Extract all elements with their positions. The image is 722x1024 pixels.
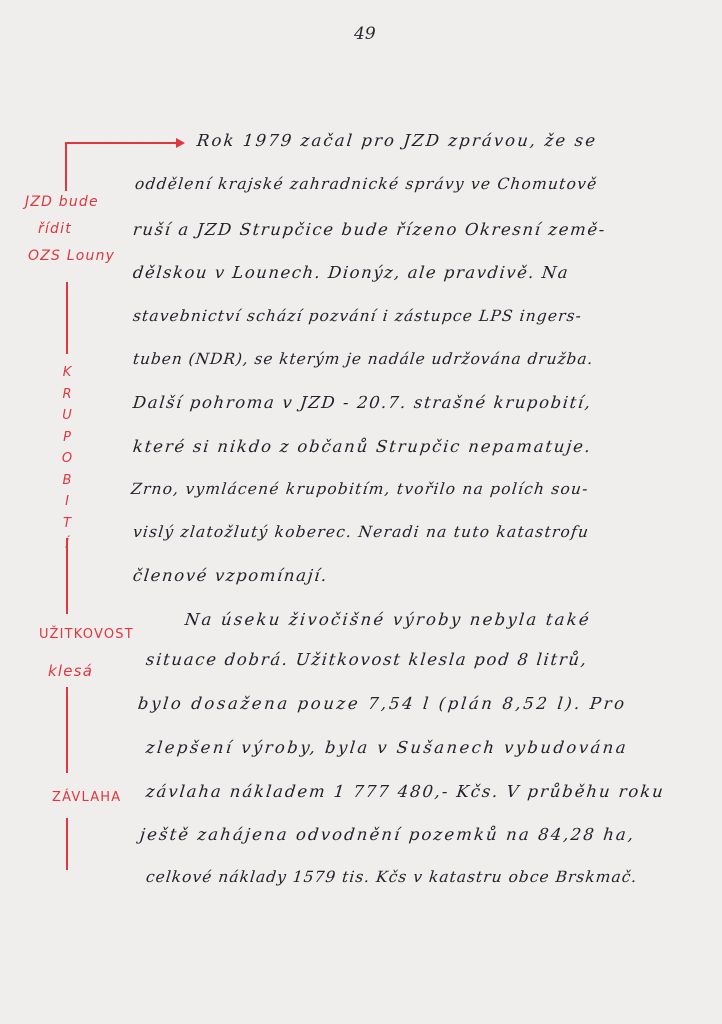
body-line: zlepšení výroby, byla v Sušanech vybudována bbox=[145, 738, 630, 757]
margin-note-klesa: klesá bbox=[48, 662, 94, 680]
body-line: situace dobrá. Užitkovost klesla pod 8 litrů, bbox=[145, 650, 589, 669]
margin-rule-zavlaha-bottom bbox=[66, 818, 68, 870]
margin-bracket-vertical bbox=[65, 143, 67, 191]
page-number: 49 bbox=[354, 24, 376, 44]
body-line: oddělení krajské zahradnické správy ve Chomutově bbox=[134, 175, 599, 193]
body-line: stavebnictví schází pozvání i zástupce LPS ingers- bbox=[132, 307, 583, 325]
body-line: celkové náklady 1579 tis. Kčs v katastru obce Brskmač. bbox=[145, 868, 639, 886]
body-line: Rok 1979 začal pro JZD zprávou, že se bbox=[196, 131, 599, 150]
margin-note-jzd-line-1: JZD bude bbox=[25, 194, 99, 210]
body-line: bylo dosažena pouze 7,54 l (plán 8,52 l). Pro bbox=[137, 694, 628, 713]
krupobiti-letter: I bbox=[65, 494, 69, 509]
krupobiti-letter: O bbox=[61, 451, 73, 466]
margin-rule-uzitkovost-top bbox=[66, 538, 68, 614]
body-line: dělskou v Lounech. Dionýz, ale pravdivě. Na bbox=[132, 263, 571, 282]
krupobiti-letter: P bbox=[63, 429, 71, 445]
krupobiti-letter: B bbox=[62, 472, 72, 488]
body-line: Na úseku živočišné výroby nebyla také bbox=[184, 610, 592, 629]
body-line: Zrno, vymlácené krupobitím, tvořilo na polích sou- bbox=[130, 480, 590, 498]
body-line: které si nikdo z občanů Strupčic nepamatuje. bbox=[132, 437, 593, 456]
margin-note-jzd-line-2: řídit bbox=[38, 221, 72, 237]
margin-note-uzitkovost: UŽITKOVOST bbox=[39, 627, 134, 642]
krupobiti-letter: R bbox=[62, 386, 72, 402]
margin-arrow-line bbox=[65, 142, 177, 144]
arrow-right-icon bbox=[176, 138, 185, 148]
body-line: ruší a JZD Strupčice bude řízeno Okresní země- bbox=[132, 220, 607, 239]
margin-note-jzd-line-3: OZS Louny bbox=[28, 248, 116, 264]
krupobiti-letter: K bbox=[62, 365, 72, 380]
body-line: členové vzpomínají. bbox=[132, 566, 330, 585]
body-line: tuben (NDR), se kterým je nadále udržována družba. bbox=[132, 350, 595, 368]
body-line: závlaha nákladem 1 777 480,- Kčs. V průběhu roku bbox=[145, 782, 666, 801]
body-line: vislý zlatožlutý koberec. Neradi na tuto katastrofu bbox=[132, 523, 591, 541]
krupobiti-letter: T bbox=[63, 515, 71, 531]
body-line: Další pohroma v JZD - 20.7. strašné krupobití, bbox=[132, 393, 593, 412]
krupobiti-letter: U bbox=[62, 408, 72, 423]
body-line: ještě zahájena odvodnění pozemků na 84,28 ha, bbox=[139, 825, 637, 844]
margin-rule-zavlaha-top bbox=[66, 687, 68, 773]
margin-note-zavlaha: ZÁVLAHA bbox=[52, 790, 122, 805]
margin-rule-krupobiti-top bbox=[66, 282, 68, 354]
margin-note-krupobiti bbox=[60, 362, 74, 556]
